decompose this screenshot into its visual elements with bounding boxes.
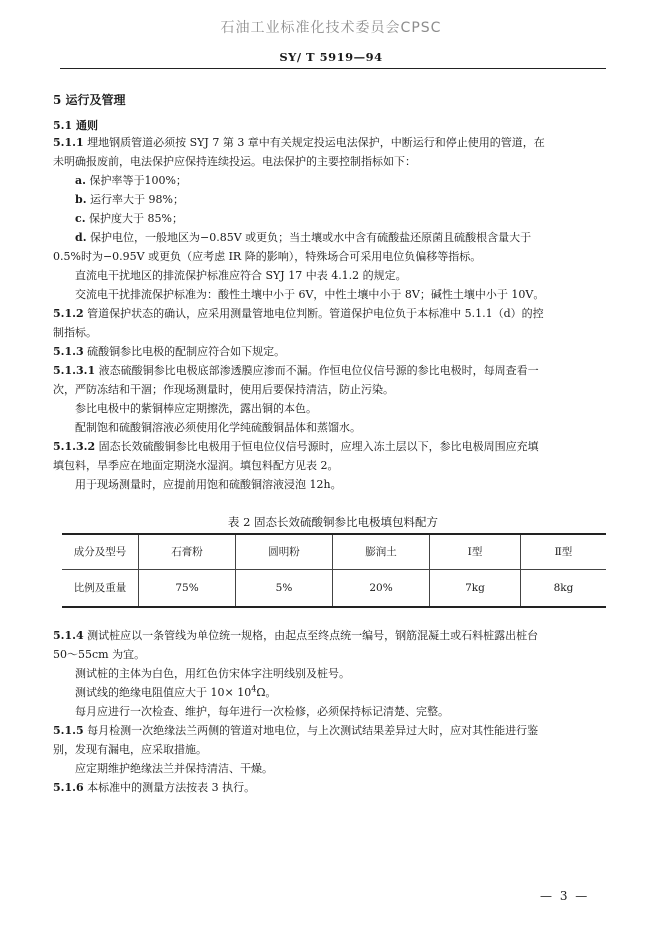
subsection-heading: 5.1 通则 xyxy=(53,119,98,132)
item-label: d. xyxy=(75,231,87,244)
table-header-cell: Ⅱ型 xyxy=(521,534,607,570)
list-item-d-line1 xyxy=(75,228,531,248)
clause-5-1-5-line1 xyxy=(53,721,538,741)
clause-5-1-4-line5: 每月应进行一次检查、维护，每年进行一次检修，必须保持标记清楚、完整。 xyxy=(75,705,449,718)
clause-text: 固态长效硫酸铜参比电极用于恒电位仪信号源时，应埋入冻土层以下，参比电极周围应充填 xyxy=(95,440,539,453)
clause-text: 本标准中的测量方法按表 3 执行。 xyxy=(83,781,256,794)
clause-text: 管道保护状态的确认，应采用测量管地电位判断。管道保护电位负于本标准中 5.1.1（d）的控 xyxy=(83,307,544,320)
clause-5-1-1-line1 xyxy=(53,133,545,153)
clause-5-1-3 xyxy=(53,342,285,362)
clause-5-1-4-line2: 50～55cm 为宜。 xyxy=(53,648,146,661)
header-rule xyxy=(60,68,606,69)
clause-number: 5.1.3 xyxy=(53,345,84,358)
clause-5-1-3-2-line2: 填包料，旱季应在地面定期浇水湿润。填包料配方见表 2。 xyxy=(53,459,339,472)
clause-text: 液态硫酸铜参比电极底部渗透膜应渗而不漏。作恒电位仪信号源的参比电极时，每周查看一 xyxy=(95,364,539,377)
watermark: 石油工业标准化技术委员会CPSC xyxy=(220,20,442,36)
standard-number: SY/ T 5919—94 xyxy=(279,50,383,64)
clause-5-1-4-line4 xyxy=(75,683,276,703)
clause-5-1-3-2-line3: 用于现场测量时，应提前用饱和硫酸铜溶液浸泡 12h。 xyxy=(75,478,342,491)
clause-5-1-6 xyxy=(53,778,255,798)
page-number: — 3 — xyxy=(540,889,590,903)
clause-5-1-4-line1 xyxy=(53,626,538,646)
clause-text: 埋地钢质管道必须按 SYJ 7 第 3 章中有关规定投运电法保护，中断运行和停止使用的管道，在 xyxy=(83,136,545,149)
clause-number: 5.1.3.1 xyxy=(53,364,96,377)
insulation-unit: Ω。 xyxy=(256,686,277,699)
table-cell: 5% xyxy=(236,570,333,608)
table-header-row xyxy=(62,534,606,570)
table-header-cell: 石膏粉 xyxy=(139,534,236,570)
clause-5-1-2-line1 xyxy=(53,304,544,324)
table-header-cell: Ⅰ型 xyxy=(430,534,521,570)
table-title: 表 2 固态长效硫酸铜参比电极填包料配方 xyxy=(227,515,439,529)
clause-5-1-5-line3: 应定期维护绝缘法兰并保持清洁、干燥。 xyxy=(75,762,273,775)
list-item-d-line2: 0.5%时为−0.95V 或更负（应考虑 IR 降的影响），特殊场合可采用电位负偏移等指标。 xyxy=(53,250,482,263)
table-cell: 8kg xyxy=(521,570,607,608)
clause-number: 5.1.6 xyxy=(53,781,84,794)
table-cell: 75% xyxy=(139,570,236,608)
list-item-c xyxy=(75,209,183,229)
list-item-b xyxy=(75,190,184,210)
clause-5-1-3-1-line3: 参比电极中的紫铜棒应定期擦洗，露出铜的本色。 xyxy=(75,402,317,415)
table-header-cell: 圆明粉 xyxy=(236,534,333,570)
clause-text: 测试桩应以一条管线为单位统一规格，由起点至终点统一编号，钢筋混凝土或石料桩露出桩台 xyxy=(83,629,539,642)
item-label: b. xyxy=(75,193,87,206)
clause-text: 每月检测一次绝缘法兰两侧的管道对地电位，与上次测试结果差异过大时，应对其性能进行鉴 xyxy=(83,724,539,737)
item-label: a. xyxy=(75,174,86,187)
table-cell: 比例及重量 xyxy=(62,570,139,608)
clause-5-1-2-line2: 制指标。 xyxy=(53,326,97,339)
clause-5-1-3-1-line2: 次，严防冻结和干涸；作现场测量时，使用后要保持清洁，防止污染。 xyxy=(53,383,394,396)
table-row xyxy=(62,570,606,608)
clause-5-1-3-2-line1 xyxy=(53,437,539,457)
clause-number: 5.1.4 xyxy=(53,629,84,642)
fill-material-table xyxy=(62,533,606,608)
item-text: 保护电位，一般地区为−0.85V 或更负；当土壤或水中含有硫酸盐还原菌且硫酸根含量大于 xyxy=(86,231,532,244)
clause-number: 5.1.1 xyxy=(53,136,84,149)
table-header-cell: 成分及型号 xyxy=(62,534,139,570)
clause-number: 5.1.2 xyxy=(53,307,84,320)
section-title: 5 运行及管理 xyxy=(53,93,126,107)
dc-interference-line: 直流电干扰地区的排流保护标准应符合 SYJ 17 中表 4.1.2 的规定。 xyxy=(75,269,407,282)
clause-5-1-1-line2: 未明确报废前，电法保护应保持连续投运。电法保护的主要控制指标如下： xyxy=(53,155,416,168)
list-item-a xyxy=(75,171,187,191)
table-header-cell: 膨润土 xyxy=(333,534,430,570)
clause-5-1-3-1-line4: 配制饱和硫酸铜溶液必须使用化学纯硫酸铜晶体和蒸馏水。 xyxy=(75,421,361,434)
insulation-text: 测试线的绝缘电阻值应大于 10× 10 xyxy=(75,686,252,699)
clause-5-1-4-line3: 测试桩的主体为白色，用红色仿宋体字注明线别及桩号。 xyxy=(75,667,350,680)
item-text: 保护度大于 85%； xyxy=(85,212,183,225)
clause-number: 5.1.3.2 xyxy=(53,440,96,453)
exponent: 4 xyxy=(251,684,257,694)
clause-5-1-5-line2: 别，发现有漏电，应采取措施。 xyxy=(53,743,207,756)
item-text: 运行率大于 98%； xyxy=(86,193,184,206)
item-text: 保护率等于100%； xyxy=(85,174,187,187)
clause-number: 5.1.5 xyxy=(53,724,84,737)
table-cell: 20% xyxy=(333,570,430,608)
table-cell: 7kg xyxy=(430,570,521,608)
item-label: c. xyxy=(75,212,86,225)
clause-text: 硫酸铜参比电极的配制应符合如下规定。 xyxy=(83,345,286,358)
clause-5-1-3-1-line1 xyxy=(53,361,539,381)
ac-interference-line: 交流电干扰排流保护标准为：酸性土壤中小于 6V，中性土壤中小于 8V；碱性土壤中小于 10V。 xyxy=(75,288,545,301)
